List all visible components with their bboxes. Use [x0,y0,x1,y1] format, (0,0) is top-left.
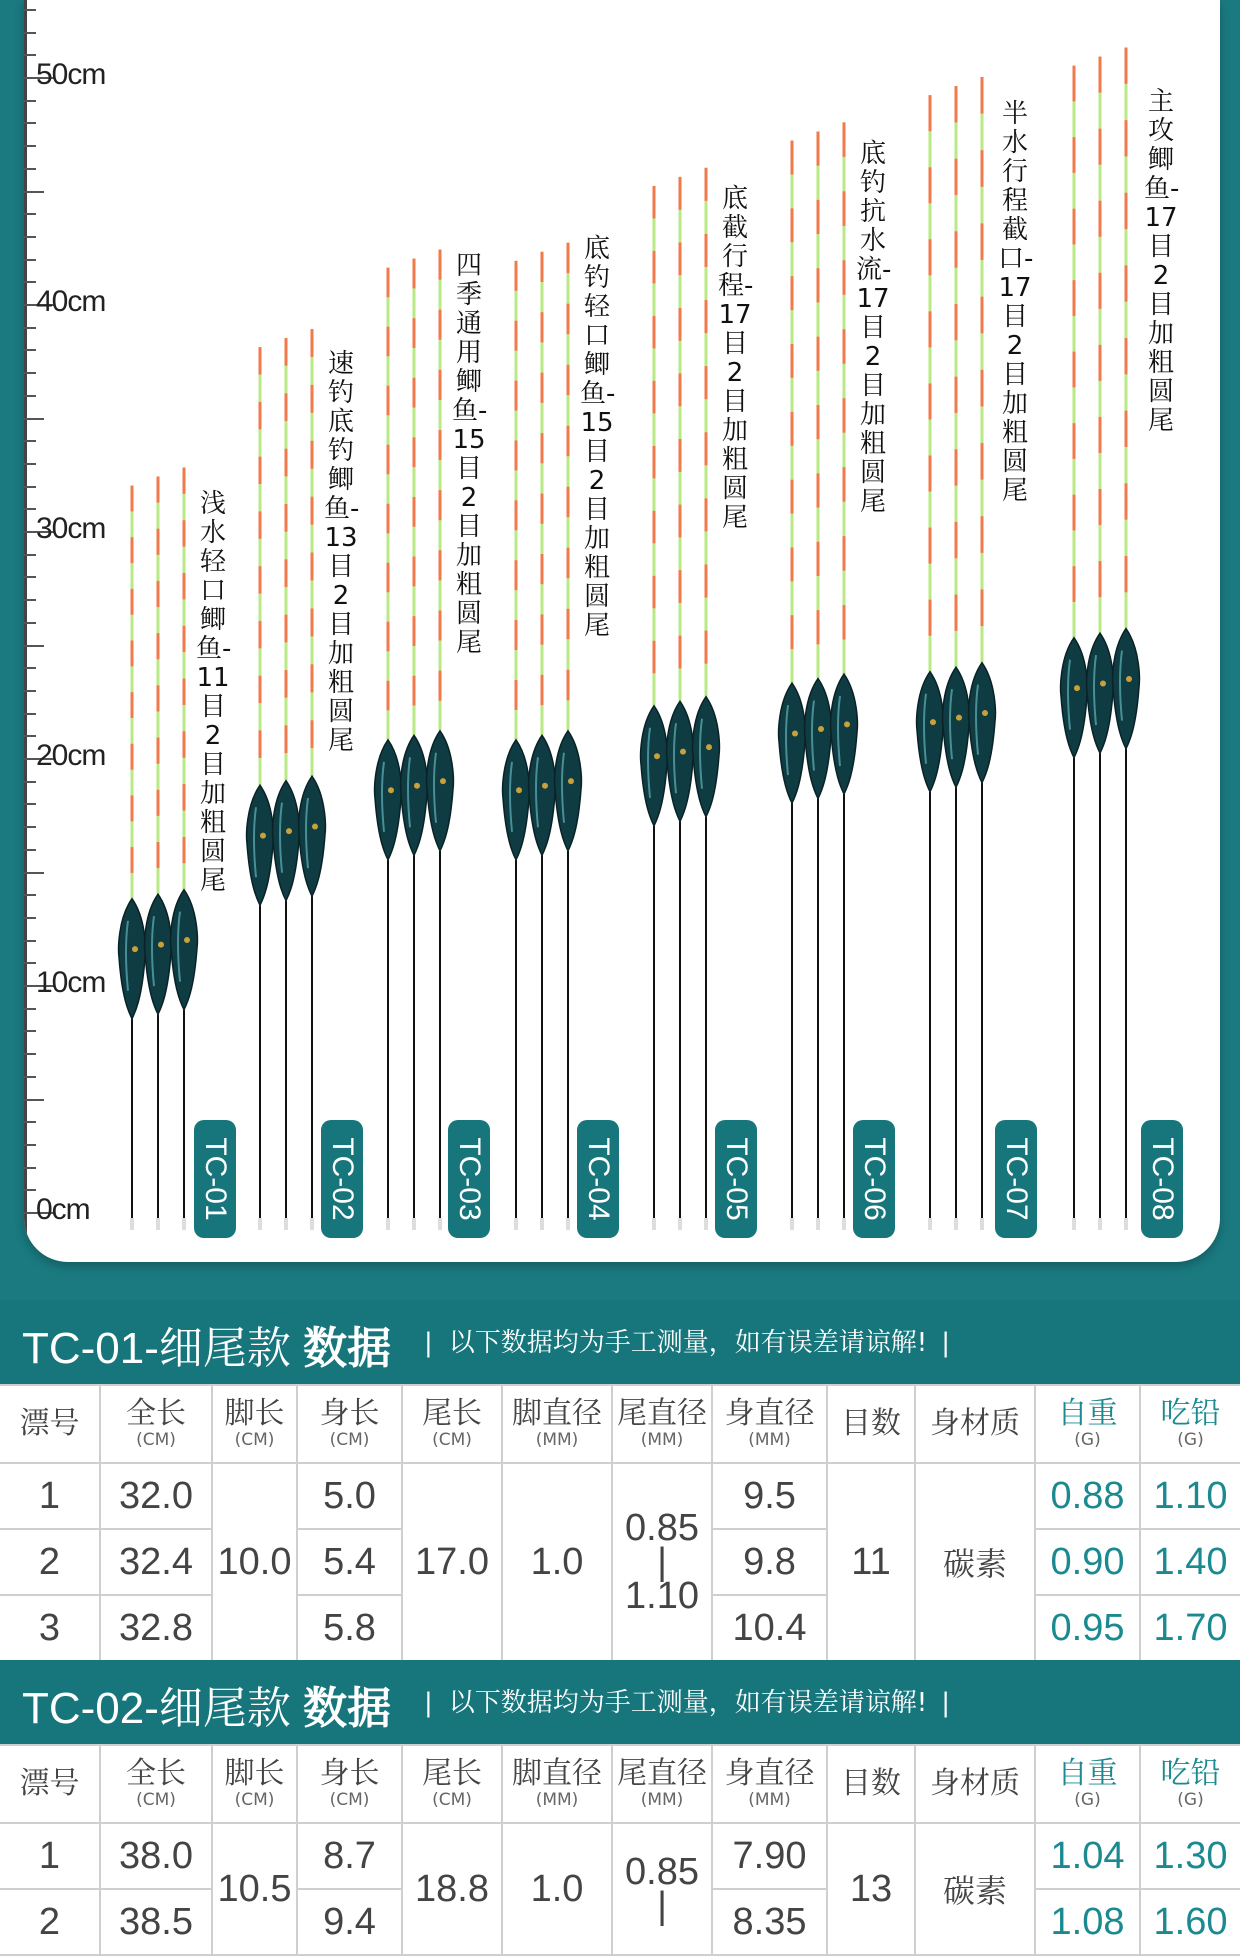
float-stem-end [412,1218,416,1230]
cell-no: 2 [0,1529,100,1595]
float-stem-end [790,1218,794,1230]
range-divider: | [657,1541,667,1583]
float-body-ornament [440,778,446,784]
float-stem-end [980,1218,984,1230]
cell-no: 3 [0,1595,100,1661]
col-label: 身长 [319,1396,380,1431]
spec-title [22,1312,391,1376]
float-body-ornament [542,783,548,789]
col-unit: (CM) [329,1430,370,1450]
table-header-row [0,1745,1240,1823]
cell-body-diameter: 7.90 [712,1823,827,1889]
tail-dia-min: 0.85 [625,1851,699,1893]
col-unit: (MM) [640,1790,684,1810]
cell-body-length: 5.0 [297,1463,402,1529]
float-body [969,663,996,783]
float-body-ornament [132,946,138,952]
col-label: 目数 [841,1766,901,1801]
float-group-tc-01 [119,467,198,1230]
col-label: 脚长 [224,1396,285,1431]
col-unit: (MM) [640,1430,684,1450]
cell-lead: 1.10 [1140,1463,1240,1529]
float-body [503,740,530,860]
float-body-ornament [956,715,962,721]
col-header [502,1385,612,1463]
col-header [612,1745,712,1823]
product-code: TC-07 [1000,1137,1033,1221]
table-header-row [0,1385,1240,1463]
float-body [1061,638,1088,758]
product-tag-tc-03 [448,1120,490,1238]
spec-note: | 以下数据均为手工测量，如有误差请谅解! | [424,1322,950,1359]
col-label: 全长 [126,1396,186,1431]
float-group-tc-06 [779,122,858,1230]
float-stem-end [652,1218,656,1230]
cell-total-length: 38.0 [100,1823,212,1889]
float-stem-end [928,1218,932,1230]
col-header [915,1385,1035,1463]
float-body [805,679,832,799]
col-label: 身材质 [930,1766,1020,1801]
col-unit: (MM) [748,1430,791,1450]
float-stem-end [566,1218,570,1230]
float-stem-end [1124,1218,1128,1230]
product-name-tc-06: 底钓抗水流-17目2目加粗圆尾 [856,139,892,517]
cell-total-length: 32.8 [100,1595,212,1661]
product-tag-tc-07 [995,1120,1037,1238]
col-header [100,1745,212,1823]
cell-no: 1 [0,1823,100,1889]
col-header [1035,1385,1140,1463]
col-header [212,1385,297,1463]
cell-tail-length: 17.0 [402,1463,502,1661]
cell-body-diameter: 9.8 [712,1529,827,1595]
float-body-ornament [158,942,164,948]
range-divider: | [657,1885,667,1927]
cell-total-length: 32.4 [100,1529,212,1595]
table-row [0,1463,1240,1529]
col-label: 身长 [319,1756,380,1791]
spec-title-code: TC-02-细尾款 [22,1684,291,1733]
product-name-tc-03: 四季通用鲫鱼-15目2目加粗圆尾 [452,251,488,658]
float-body [917,672,944,792]
spec-title-word: 数据 [303,1324,392,1373]
cell-material: 碳素 [915,1823,1035,1955]
cell-foot-diameter: 1.0 [502,1823,612,1955]
cell-weight: 1.08 [1035,1889,1140,1955]
spec-title-code: TC-01-细尾款 [22,1324,291,1373]
col-unit: (CM) [234,1430,275,1450]
spec-table-tc-02 [0,1744,1240,1956]
cell-body-length: 8.7 [297,1823,402,1889]
col-unit: (MM) [748,1790,791,1810]
spec-table-tc-01 [0,1384,1240,1662]
cell-no: 2 [0,1889,100,1955]
tail-dia-max: 1.10 [625,1575,699,1617]
float-body [119,899,146,1019]
product-name-tc-02: 速钓底钓鲫鱼-13目2目加粗圆尾 [324,349,360,756]
col-header [402,1385,502,1463]
spec-note: | 以下数据均为手工测量，如有误差请谅解! | [424,1682,950,1719]
col-header [1140,1385,1240,1463]
float-body [401,735,428,855]
float-body-ornament [1074,685,1080,691]
cell-total-length: 32.0 [100,1463,212,1529]
col-unit: (MM) [535,1430,579,1450]
cell-lead: 1.70 [1140,1595,1240,1661]
col-header [612,1385,712,1463]
col-label: 尾直径 [617,1396,707,1431]
cell-foot-diameter: 1.0 [502,1463,612,1661]
float-stem-end [1072,1218,1076,1230]
cell-weight: 0.88 [1035,1463,1140,1529]
product-name-tc-07: 半水行程截口-17目2目加粗圆尾 [998,99,1034,506]
col-header [297,1385,402,1463]
col-label: 吃铅 [1160,1756,1221,1791]
float-body [145,894,172,1014]
cell-body-diameter: 9.5 [712,1463,827,1529]
ruler-label-20: 20cm [36,739,106,772]
float-body [299,776,326,896]
cell-foot-length: 10.0 [212,1463,297,1661]
cell-body-diameter: 8.35 [712,1889,827,1955]
float-body [693,697,720,817]
float-body-ornament [414,783,420,789]
cell-tail-diameter [612,1823,712,1955]
cell-body-length: 5.8 [297,1595,402,1661]
float-group-tc-03 [375,250,454,1230]
float-body [273,781,300,901]
float-body [1087,633,1114,753]
cell-tail-length: 18.8 [402,1823,502,1955]
float-body-ornament [844,721,850,727]
cell-total-length: 38.5 [100,1889,212,1955]
col-unit: (CM) [329,1790,370,1810]
float-body-ornament [1126,676,1132,682]
cell-weight: 0.90 [1035,1529,1140,1595]
product-name-tc-04: 底钓轻口鲫鱼-15目2目加粗圆尾 [580,234,616,641]
float-body [667,701,694,821]
float-group-tc-08 [1061,47,1140,1230]
col-label: 身直径 [724,1396,815,1431]
float-body [555,731,582,851]
cell-body-diameter: 10.4 [712,1595,827,1661]
spec-banner-tc-01 [0,1300,1240,1386]
float-body-ornament [286,828,292,834]
product-name-tc-08: 主攻鲫鱼-17目2目加粗圆尾 [1144,87,1180,436]
product-tag-tc-02 [321,1120,363,1238]
ruler-label-30: 30cm [36,512,106,545]
col-label: 自重 [1057,1756,1118,1791]
cell-lead: 1.60 [1140,1889,1240,1955]
float-body-ornament [680,749,686,755]
float-body [375,740,402,860]
spec-title-word: 数据 [303,1684,392,1733]
col-label: 身材质 [930,1406,1020,1441]
cell-weight: 0.95 [1035,1595,1140,1661]
col-header [402,1745,502,1823]
float-group-tc-07 [917,77,996,1230]
float-stem-end [258,1218,262,1230]
col-header [712,1385,827,1463]
float-stem-end [514,1218,518,1230]
col-label: 尾长 [422,1396,482,1431]
float-body [171,890,198,1010]
col-label: 自重 [1057,1396,1118,1431]
float-stem-end [842,1218,846,1230]
float-body-ornament [706,744,712,750]
col-label: 尾长 [422,1756,482,1791]
float-body [247,785,274,905]
col-label: 尾直径 [617,1756,707,1791]
float-body [641,706,668,826]
float-stem-end [540,1218,544,1230]
float-body-ornament [1100,681,1106,687]
float-body-ornament [388,787,394,793]
float-stem-end [438,1218,442,1230]
spec-title [22,1672,391,1736]
float-stem-end [310,1218,314,1230]
product-tag-tc-08 [1141,1120,1183,1238]
col-label: 目数 [841,1406,901,1441]
col-header [502,1745,612,1823]
col-label: 脚长 [224,1756,285,1791]
float-body-ornament [260,833,266,839]
cell-weight: 1.04 [1035,1823,1140,1889]
product-name-tc-05: 底截行程-17目2目加粗圆尾 [718,184,754,533]
float-group-tc-02 [247,329,326,1230]
float-group-tc-05 [641,168,720,1230]
float-body-ornament [792,730,798,736]
ruler-label-0: 0cm [36,1193,90,1226]
float-stem-end [182,1218,186,1230]
col-header [100,1385,212,1463]
float-body-ornament [516,787,522,793]
col-label: 身直径 [724,1756,815,1791]
product-code: TC-04 [582,1137,615,1221]
cell-body-length: 9.4 [297,1889,402,1955]
col-header [297,1745,402,1823]
cell-mesh: 11 [827,1463,915,1661]
col-header [0,1745,100,1823]
float-stem-end [130,1218,134,1230]
col-header [1035,1745,1140,1823]
float-body-ornament [982,710,988,716]
col-label: 吃铅 [1160,1396,1221,1431]
product-tag-tc-05 [715,1120,757,1238]
cell-foot-length: 10.5 [212,1823,297,1955]
col-header [1140,1745,1240,1823]
product-code: TC-01 [199,1137,232,1221]
product-tag-tc-04 [577,1120,619,1238]
product-tag-tc-06 [853,1120,895,1238]
ruler-label-40: 40cm [36,285,106,318]
float-group-tc-04 [503,243,582,1230]
col-unit: (CM) [136,1430,176,1450]
col-unit: (G) [1074,1430,1101,1450]
float-stem-end [704,1218,708,1230]
float-stem-end [386,1218,390,1230]
float-stem-end [156,1218,160,1230]
cell-tail-diameter [612,1463,712,1661]
col-header [212,1745,297,1823]
ruler-label-50: 50cm [36,58,106,91]
col-label: 脚直径 [512,1396,602,1431]
col-unit: (MM) [535,1790,579,1810]
float-body [427,731,454,851]
cell-material: 碳素 [915,1463,1035,1661]
float-stem-end [954,1218,958,1230]
col-label: 全长 [126,1756,186,1791]
size-comparison-board [24,0,1220,1262]
col-label: 漂号 [19,1766,80,1801]
cell-mesh: 13 [827,1823,915,1955]
cell-lead: 1.30 [1140,1823,1240,1889]
product-name-tc-01: 浅水轻口鲫鱼-11目2目加粗圆尾 [196,489,232,896]
col-unit: (CM) [234,1790,275,1810]
float-body-ornament [818,726,824,732]
cell-no: 1 [0,1463,100,1529]
float-body [831,674,858,794]
float-body [779,683,806,803]
col-header [827,1745,915,1823]
cell-body-length: 5.4 [297,1529,402,1595]
float-stem-end [678,1218,682,1230]
table-row [0,1823,1240,1889]
float-stem-end [1098,1218,1102,1230]
cell-lead: 1.40 [1140,1529,1240,1595]
col-unit: (CM) [432,1430,472,1450]
col-label: 漂号 [19,1406,80,1441]
product-tag-tc-01 [194,1120,236,1238]
product-code: TC-08 [1146,1137,1179,1221]
col-header [712,1745,827,1823]
product-code: TC-05 [720,1137,753,1221]
tail-dia-min: 0.85 [625,1507,699,1549]
float-stem-end [284,1218,288,1230]
float-body-ornament [568,778,574,784]
col-unit: (CM) [432,1790,472,1810]
col-unit: (CM) [136,1790,176,1810]
float-stem-end [816,1218,820,1230]
float-body-ornament [184,937,190,943]
product-code: TC-03 [453,1137,486,1221]
col-header [915,1745,1035,1823]
spec-banner-tc-02 [0,1660,1240,1746]
col-unit: (G) [1074,1790,1101,1810]
ruler-label-10: 10cm [36,966,106,999]
float-body [943,667,970,787]
float-body-ornament [312,824,318,830]
float-body [1113,629,1140,749]
col-unit: (G) [1177,1790,1204,1810]
col-header [0,1385,100,1463]
product-code: TC-02 [326,1137,359,1221]
float-body-ornament [930,719,936,725]
product-code: TC-06 [858,1137,891,1221]
col-header [827,1385,915,1463]
col-unit: (G) [1177,1430,1204,1450]
col-label: 脚直径 [512,1756,602,1791]
float-body [529,735,556,855]
float-body-ornament [654,753,660,759]
